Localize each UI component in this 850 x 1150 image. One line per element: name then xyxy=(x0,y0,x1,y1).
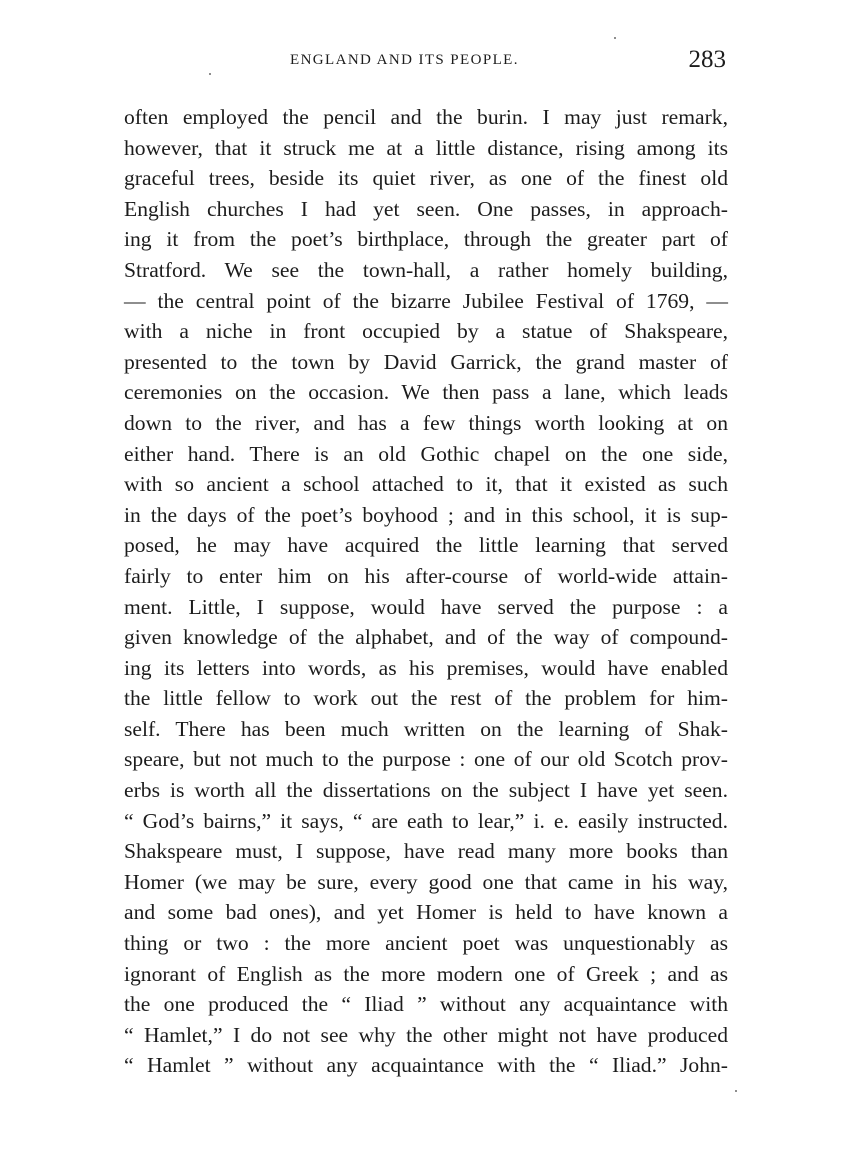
text-line: — the central point of the bizarre Jubilee Festival of 1769, — xyxy=(124,288,728,313)
text-line: ing it from the poet’s birthplace, through the greater part of xyxy=(124,227,728,252)
text-line: fairly to enter him on his after-course of world-wide attain- xyxy=(124,563,728,588)
text-line: ment. Little, I suppose, would have served the purpose : a xyxy=(124,594,728,619)
text-line: posed, he may have acquired the little learning that served xyxy=(124,533,728,558)
text-line: down to the river, and has a few things worth looking at on xyxy=(124,410,728,435)
text-line: English churches I had yet seen. One passes, in approach- xyxy=(124,196,728,221)
page-number: 283 xyxy=(688,46,726,73)
text-line: presented to the town by David Garrick, the grand master of xyxy=(124,349,728,374)
text-line: erbs is worth all the dissertations on the subject I have yet seen. xyxy=(124,778,728,803)
text-line: and some bad ones), and yet Homer is held to have known a xyxy=(124,900,728,925)
text-line: “ God’s bairns,” it says, “ are eath to lear,” i. e. easily instructed. xyxy=(124,808,728,833)
text-line: ing its letters into words, as his premises, would have enabled xyxy=(124,655,728,680)
text-line: self. There has been much written on the learning of Shak- xyxy=(124,716,728,741)
text-line: Shakspeare must, I suppose, have read many more books than xyxy=(124,839,728,864)
text-line: “ Hamlet ” without any acquaintance with the “ Iliad.” John- xyxy=(124,1053,728,1078)
text-line: the little fellow to work out the rest of the problem for him- xyxy=(124,686,728,711)
text-line: with a niche in front occupied by a statue of Shakspeare, xyxy=(124,319,728,344)
text-line: thing or two : the more ancient poet was unquestionably as xyxy=(124,931,728,956)
text-line: either hand. There is an old Gothic chapel on the one side, xyxy=(124,441,728,466)
text-line: ignorant of English as the more modern one of Greek ; and as xyxy=(124,961,728,986)
body-text xyxy=(124,102,728,1081)
text-line: ceremonies on the occasion. We then pass a lane, which leads xyxy=(124,380,728,405)
ink-speck xyxy=(735,1090,737,1092)
text-line: in the days of the poet’s boyhood ; and in this school, it is sup- xyxy=(124,502,728,527)
text-line: the one produced the “ Iliad ” without any acquaintance with xyxy=(124,992,728,1017)
running-head xyxy=(124,46,728,76)
text-line: speare, but not much to the purpose : one of our old Scotch prov- xyxy=(124,747,728,772)
text-line: often employed the pencil and the burin. I may just remark, xyxy=(124,105,728,129)
text-line: Homer (we may be sure, every good one that came in his way, xyxy=(124,869,728,894)
text-line: graceful trees, beside its quiet river, as one of the finest old xyxy=(124,166,728,191)
ink-speck xyxy=(614,37,616,39)
text-line: however, that it struck me at a little distance, rising among its xyxy=(124,135,728,160)
text-line: with so ancient a school attached to it, that it existed as such xyxy=(124,472,728,497)
text-line: Stratford. We see the town-hall, a rather homely building, xyxy=(124,257,728,282)
text-line: given knowledge of the alphabet, and of the way of compound- xyxy=(124,625,728,650)
ink-speck xyxy=(209,73,211,75)
running-title: ENGLAND AND ITS PEOPLE. xyxy=(290,52,519,68)
text-line: “ Hamlet,” I do not see why the other might not have produced xyxy=(124,1022,728,1047)
